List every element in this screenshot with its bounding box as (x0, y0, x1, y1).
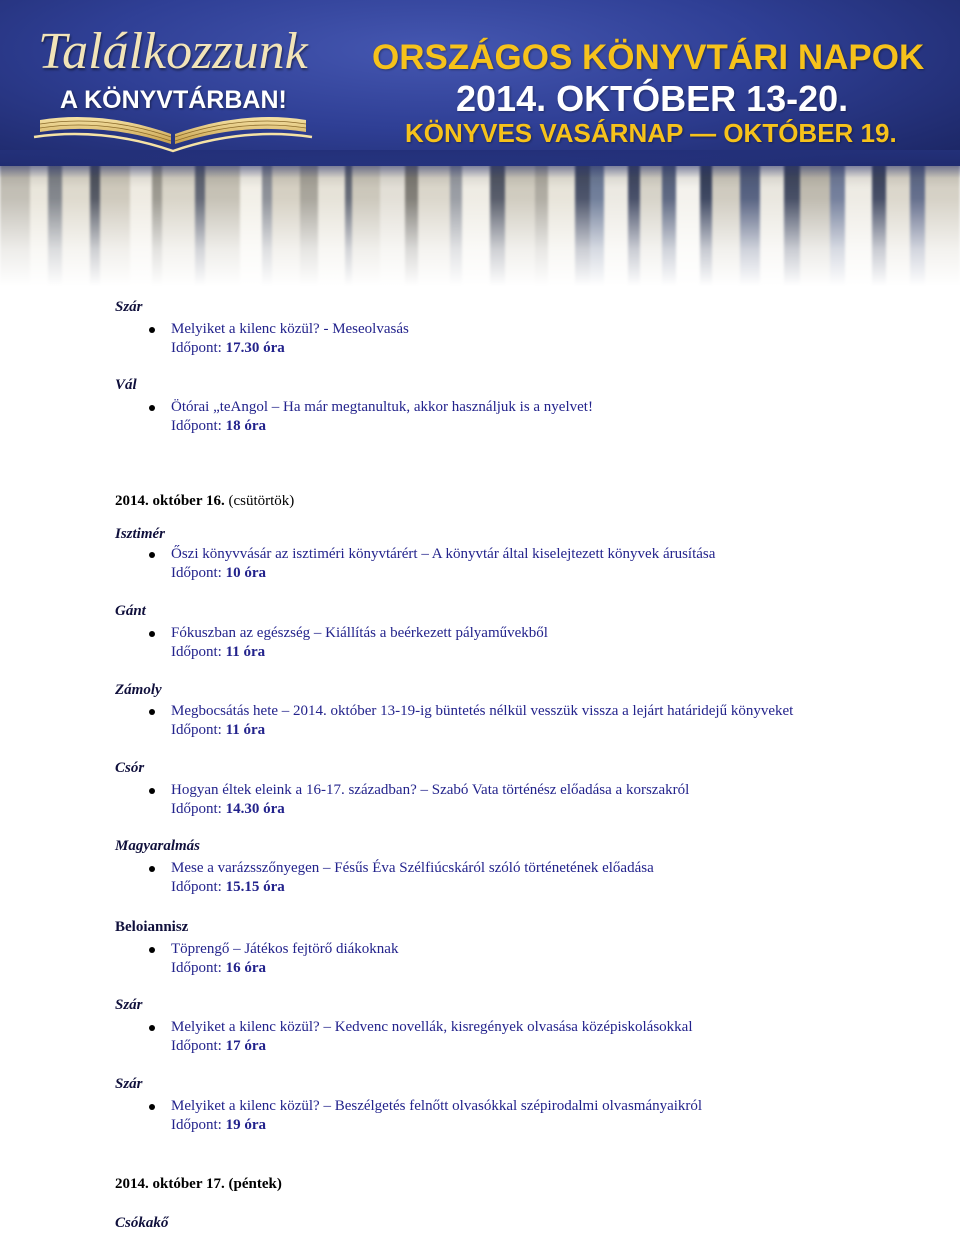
event-title: Őszi könyvvásár az isztiméri könyvtárért – A könyvtár által kiselejtezett könyvek árusítása (171, 546, 716, 562)
logo-script-text: Találkozzunk (38, 23, 308, 80)
day-date: 2014. október 17. (115, 1176, 225, 1192)
time-label: Időpont: (171, 644, 222, 660)
event-title: Melyiket a kilenc közül? – Beszélgetés felnőtt olvasókkal szépirodalmi olvasmányaikról (171, 1098, 703, 1114)
place-heading: Beloiannisz (115, 919, 189, 935)
place-heading: Szár (115, 299, 143, 315)
time-value: 19 óra (225, 1117, 267, 1133)
event-time (171, 417, 266, 436)
bullet (149, 947, 155, 953)
bullet (149, 405, 155, 411)
time-label: Időpont: (171, 418, 222, 434)
time-value: 18 óra (225, 418, 267, 434)
bullet (149, 327, 155, 333)
place-heading: Magyaralmás (115, 838, 201, 854)
place-heading: Zámoly (115, 682, 162, 698)
place-heading: Szár (115, 997, 143, 1013)
open-book-icon (28, 110, 318, 154)
place-heading: Csór (115, 760, 145, 776)
time-label: Időpont: (171, 1117, 222, 1133)
time-value: 17.30 óra (225, 340, 285, 356)
place-heading: Szár (115, 1076, 143, 1092)
time-value: 16 óra (225, 960, 267, 976)
bullet (149, 631, 155, 637)
time-label: Időpont: (171, 565, 222, 581)
event-time (171, 564, 266, 583)
time-label: Időpont: (171, 722, 222, 738)
time-label: Időpont: (171, 960, 222, 976)
event-dates: 2014. OKTÓBER 13-20. (456, 78, 849, 119)
bullet (149, 1025, 155, 1031)
event-title: Melyiket a kilenc közül? – Kedvenc novellák, kisregények olvasása középiskolásokkal (171, 1019, 693, 1035)
event-title: Melyiket a kilenc közül? - Meseolvasás (171, 321, 409, 337)
place-heading: Isztimér (115, 526, 166, 542)
day-weekday: (csütörtök) (228, 493, 295, 509)
time-value: 11 óra (225, 644, 266, 660)
event-title: Töprengő – Játékos fejtörő diákoknak (171, 941, 399, 957)
time-value: 17 óra (225, 1038, 267, 1054)
place-heading: Vál (115, 377, 137, 393)
event-title: Megbocsátás hete – 2014. október 13-19-ig büntetés nélkül vesszük vissza a lejárt határidejű könyveket (171, 703, 794, 719)
bullet (149, 866, 155, 872)
event-title: Mese a varázsszőnyegen – Fésűs Éva Szélfiúcskáról szóló történetének előadása (171, 860, 654, 876)
event-time (171, 1037, 266, 1056)
event-time (171, 721, 265, 740)
day-date: 2014. október 16. (115, 493, 225, 509)
place-heading: Gánt (115, 603, 146, 619)
event-time (171, 959, 266, 978)
event-time (171, 800, 285, 819)
event-title: Ötórai „teAngol – Ha már megtanultuk, akkor használjuk is a nyelvet! (171, 399, 593, 415)
day-heading (115, 492, 294, 511)
day-heading (115, 1175, 282, 1194)
header-banner (0, 0, 960, 292)
banner-edge-fade (0, 150, 960, 178)
event-title: ORSZÁGOS KÖNYVTÁRI NAPOK (372, 38, 925, 77)
time-label: Időpont: (171, 1038, 222, 1054)
book-sunday-date: KÖNYVES VASÁRNAP — OKTÓBER 19. (405, 118, 897, 148)
event-time (171, 1116, 266, 1135)
bullet (149, 552, 155, 558)
time-value: 15.15 óra (225, 879, 285, 895)
bullet (149, 1104, 155, 1110)
event-title: Hogyan éltek eleink a 16-17. században? – Szabó Vata történész előadása a korszakról (171, 782, 690, 798)
place-heading: Csókakő (115, 1215, 169, 1231)
time-value: 11 óra (225, 722, 266, 738)
time-value: 10 óra (225, 565, 267, 581)
event-time (171, 878, 285, 897)
bullet (149, 709, 155, 715)
bullet (149, 788, 155, 794)
event-time (171, 643, 265, 662)
time-value: 14.30 óra (225, 801, 285, 817)
logo-caps-text: A KÖNYVTÁRBAN! (60, 86, 287, 114)
event-title: Fókuszban az egészség – Kiállítás a beérkezett pályaművekből (171, 625, 548, 641)
event-time (171, 339, 285, 358)
day-weekday: (péntek) (228, 1176, 282, 1192)
time-label: Időpont: (171, 340, 222, 356)
time-label: Időpont: (171, 801, 222, 817)
time-label: Időpont: (171, 879, 222, 895)
